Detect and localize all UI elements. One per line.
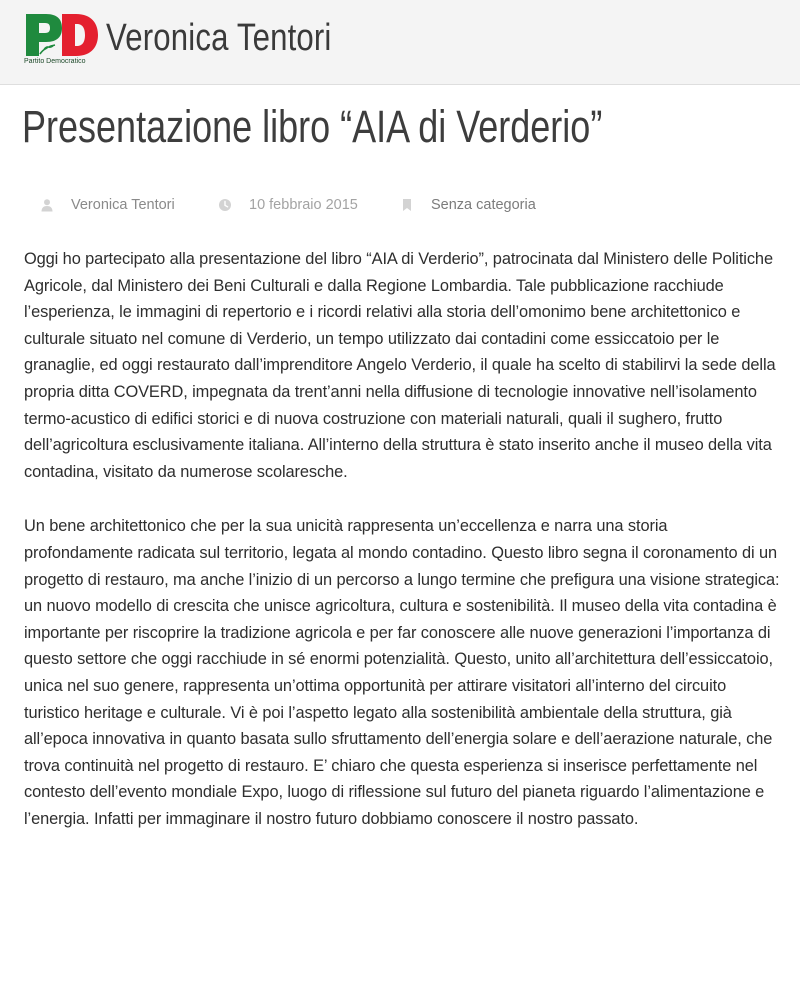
post-title: Presentazione libro “AIA di Verderio”: [22, 101, 603, 152]
content-paragraph: Un bene architettonico che per la sua unicità rappresenta un’eccellenza e narra una storia profondamente radicata sul territorio, legata al mondo contadino. Questo libro segna il coronamento di un progetto di restauro, ma anche l’inizio di un percorso a lungo termine che prefigura una visione strategica: un nuovo modello di crescita che unisce agricoltura, cultura e sostenibilità. Il museo della vita contadina è importante per riscoprire la tradizione agricola e per far conoscere alle nuove generazioni l’importanza di questo settore che oggi racchiude in sé enormi potenzialità. Questo, unito all’architettura dell’essiccatoio, unica nel suo genere, rappresenta un’ottima opportunità per attirare visitatori all’interno del circuito turistico heritage e culturale. Vi è poi l’aspetto legato alla sostenibilità ambientale della struttura, già all’epoca innovativa in quanto basata sullo sfruttamento dell’energia solare e dell’aerazione naturale, che trova continuità nel progetto di restauro. E’ chiaro che questa esperienza si inserisce perfettamente nel contesto dell’evento mondiale Expo, luogo di riflessione sul futuro del pianeta riguardo l’alimentazione e l’energia. Infatti per immaginare il nostro futuro dobbiamo conoscere il nostro passato.: [24, 517, 780, 828]
user-icon: [40, 198, 54, 212]
pd-logo[interactable]: [24, 12, 100, 70]
meta-author: Veronica Tentori: [71, 197, 175, 213]
site-header: [0, 0, 800, 85]
pd-logo-mark: [24, 12, 100, 58]
clock-icon: [218, 198, 232, 212]
logo-caption: Partito Democratico: [24, 58, 86, 65]
meta-category: Senza categoria: [431, 197, 536, 213]
content-paragraph: Oggi ho partecipato alla presentazione del libro “AIA di Verderio”, patrocinata dal Ministero delle Politiche Agricole, dal Ministero dei Beni Culturali e dalla Regione Lombardia. Tale pubblicazione racchiude l’esperienza, le immagini di repertorio e i ricordi relativi alla storia dell’omonimo bene architettonico e culturale situato nel comune di Verderio, un tempo utilizzato dai contadini come essiccatoio per le granaglie, ed oggi restaurato dall’imprenditore Angelo Verderio, il quale ha scelto di stabilirvi la sede della propria ditta COVERD, impegnata da trent’anni nella diffusione di tecnologie innovative nell’isolamento termo-acustico di edifici storici e di nuova costruzione con materiali naturali, quali il sughero, frutto dell’agricoltura esclusivamente italiana. All’interno della struttura è stato inserito anche il museo della vita contadina, visitato da numerose scolaresche.: [24, 250, 776, 481]
post-content: [24, 246, 780, 860]
meta-date: 10 febbraio 2015: [249, 197, 358, 213]
site-title[interactable]: Veronica Tentori: [106, 17, 332, 59]
bookmark-icon: [400, 198, 414, 212]
